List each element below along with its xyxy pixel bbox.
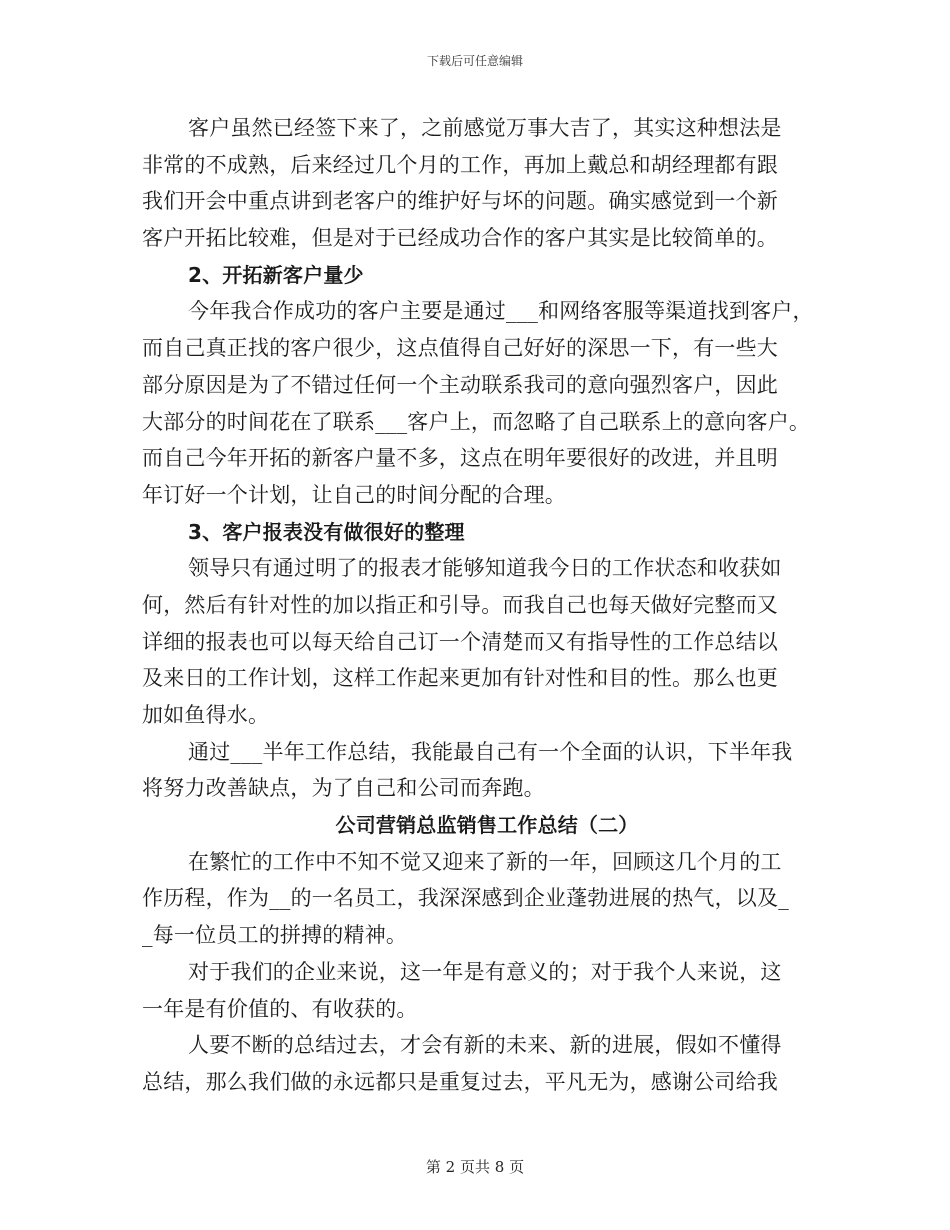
paragraph-line: 客户开拓比较难，但是对于已经成功合作的客户其实是比较简单的。 — [142, 226, 778, 251]
paragraph-line: 及来日的工作计划，这样工作起来更加有针对性和目的性。那么也更 — [142, 666, 778, 691]
paragraph-line: 而自己今年开拓的新客户量不多，这点在明年要很好的改进，并且明 — [142, 446, 778, 471]
paragraph-line: 非常的不成熟，后来经过几个月的工作，再加上戴总和胡经理都有跟 — [142, 152, 778, 177]
paragraph-line: 在繁忙的工作中不知不觉又迎来了新的一年，回顾这几个月的工 — [188, 849, 782, 874]
section-heading: 3、客户报表没有做很好的整理 — [188, 519, 465, 544]
section-heading: 2、开拓新客户量少 — [188, 262, 364, 287]
paragraph-line: 领导只有通过明了的报表才能够知道我今日的工作状态和收获如 — [188, 556, 782, 581]
document-body — [142, 110, 832, 1101]
paragraph-line: _每一位员工的拼搏的精神。 — [142, 923, 408, 948]
paragraph-line: 通过___半年工作总结，我能最自己有一个全面的认识，下半年我 — [188, 739, 793, 764]
page-header: 下载后可任意编辑 — [426, 54, 523, 68]
paragraph-line: 何，然后有针对性的加以指正和引导。而我自己也每天做好完整而又 — [142, 592, 778, 617]
paragraph-line: 客户虽然已经签下来了，之前感觉万事大吉了，其实这种想法是 — [188, 116, 782, 140]
paragraph-line: 大部分的时间花在了联系___客户上，而忽略了自己联系上的意向客户。 — [142, 409, 811, 434]
paragraph-line: 人要不断的总结过去，才会有新的未来、新的进展，假如不懂得 — [188, 1033, 782, 1058]
paragraph-line: 部分原因是为了不错过任何一个主动联系我司的意向强烈客户，因此 — [142, 372, 778, 397]
paragraph-line: 加如鱼得水。 — [142, 703, 270, 727]
paragraph-line: 作历程，作为__的一名员工，我深深感到企业蓬勃进展的热气，以及_ — [142, 886, 789, 911]
paragraph-line: 我们开会中重点讲到老客户的维护好与坏的问题。确实感觉到一个新 — [142, 189, 778, 214]
document-title: 公司营销总监销售工作总结（二） — [335, 813, 639, 838]
paragraph-line: 对于我们的企业来说，这一年是有意义的；对于我个人来说，这 — [188, 959, 782, 984]
paragraph-line: 年订好一个计划，让自己的时间分配的合理。 — [142, 482, 566, 507]
paragraph-line: 详细的报表也可以每天给自己订一个清楚而又有指导性的工作总结以 — [142, 629, 778, 654]
paragraph-line: 一年是有价值的、有收获的。 — [142, 996, 418, 1021]
paragraph-line: 而自己真正找的客户很少，这点值得自己好好的深思一下，有一些大 — [142, 336, 778, 361]
paragraph-line: 今年我合作成功的客户主要是通过___和网络客服等渠道找到客户， — [188, 299, 814, 324]
paragraph-line: 总结，那么我们做的永远都只是重复过去，平凡无为，感谢公司给我 — [142, 1069, 778, 1094]
paragraph-line: 将努力改善缺点，为了自己和公司而奔跑。 — [142, 776, 545, 801]
page-footer: 第 2 页共 8 页 — [425, 1158, 525, 1176]
